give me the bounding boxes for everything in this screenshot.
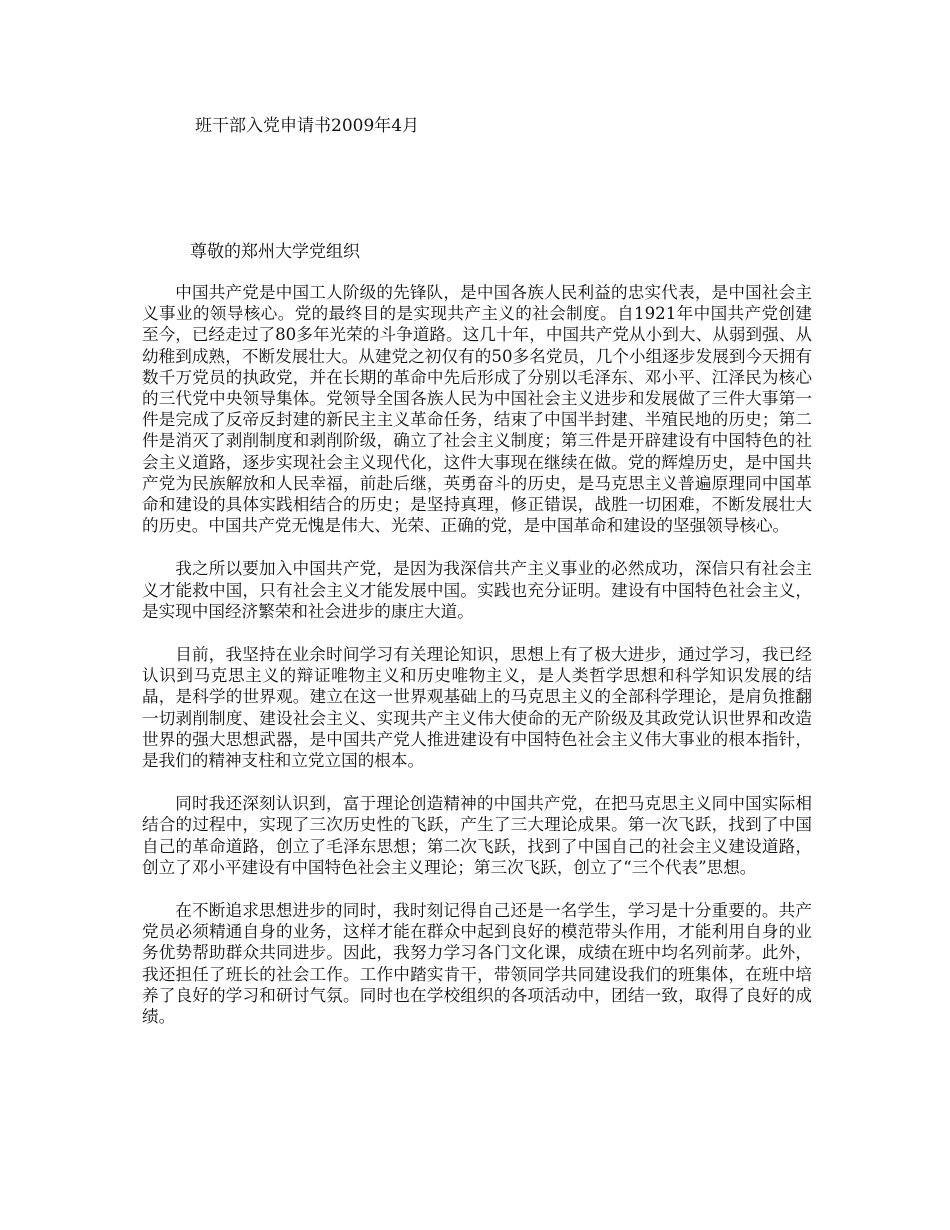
document-body xyxy=(142,282,812,1049)
document-title: 班干部入党申请书2009年4月 xyxy=(195,116,420,136)
paragraph-1: 中国共产党是中国工人阶级的先锋队，是中国各族人民利益的忠实代表，是中国社会主义事业的领导核心。党的最终目的是实现共产主义的社会制度。自1921年中国共产党创建至今，已经走过了80多年光荣的斗争道路。这几十年，中国共产党从小到大、从弱到强、从幼稚到成熟，不断发展壮大。从建党之初仅有的50多名党员，几个小组逐步发展到今天拥有数千万党员的执政党，并在长期的革命中先后形成了分别以毛泽东、邓小平、江泽民为核心的三代党中央领导集体。党领导全国各族人民为中国社会主义进步和发展做了三件大事第一件是完成了反帝反封建的新民主主义革命任务，结束了中国半封建、半殖民地的历史；第二件是消灭了剥削制度和剥削阶级，确立了社会主义制度；第三件是开辟建设有中国特色的社会主义道路，逐步实现社会主义现代化，这件大事现在继续在做。党的辉煌历史，是中国共产党为民族解放和人民幸福，前赴后继，英勇奋斗的历史，是马克思主义普遍原理同中国革命和建设的具体实践相结合的历史；是坚持真理，修正错误，战胜一切困难，不断发展壮大的历史。中国共产党无愧是伟大、光荣、正确的党，是中国革命和建设的坚强领导核心。 xyxy=(142,283,812,536)
paragraph-2: 我之所以要加入中国共产党，是因为我深信共产主义事业的必然成功，深信只有社会主义才能救中国，只有社会主义才能发展中国。实践也充分证明。建设有中国特色社会主义，是实现中国经济繁荣和社会进步的康庄大道。 xyxy=(142,559,812,621)
paragraph-3: 目前，我坚持在业余时间学习有关理论知识，思想上有了极大进步，通过学习，我已经认识到马克思主义的辩证唯物主义和历史唯物主义，是人类哲学思想和科学知识发展的结晶，是科学的世界观。建立在这一世界观基础上的马克思主义的全部科学理论，是肩负推翻一切剥削制度、建设社会主义、实现共产主义伟大使命的无产阶级及其政党认识世界和改造世界的强大思想武器，是中国共产党人推进建设有中国特色社会主义伟大事业的根本指针，是我们的精神支柱和立党立国的根本。 xyxy=(142,645,812,771)
paragraph-4: 同时我还深刻认识到，富于理论创造精神的中国共产党，在把马克思主义同中国实际相结合的过程中，实现了三次历史性的飞跃，产生了三大理论成果。第一次飞跃，找到了中国自己的革命道路，创立了毛泽东思想；第二次飞跃，找到了中国自己的社会主义建设道路，创立了邓小平建设有中国特色社会主义理论；第三次飞跃，创立了“三个代表”思想。 xyxy=(142,794,812,877)
paragraph-5: 在不断追求思想进步的同时，我时刻记得自己还是一名学生，学习是十分重要的。共产党员必须精通自身的业务，这样才能在群众中起到良好的模范带头作用，才能利用自身的业务优势帮助群众共同进步。因此，我努力学习各门文化课，成绩在班中均名列前茅。此外，我还担任了班长的社会工作。工作中踏实肯干，带领同学共同建设我们的班集体，在班中培养了良好的学习和研讨气氛。同时也在学校组织的各项活动中，团结一致，取得了良好的成绩。 xyxy=(142,901,812,1027)
salutation: 尊敬的郑州大学党组织 xyxy=(190,242,360,262)
